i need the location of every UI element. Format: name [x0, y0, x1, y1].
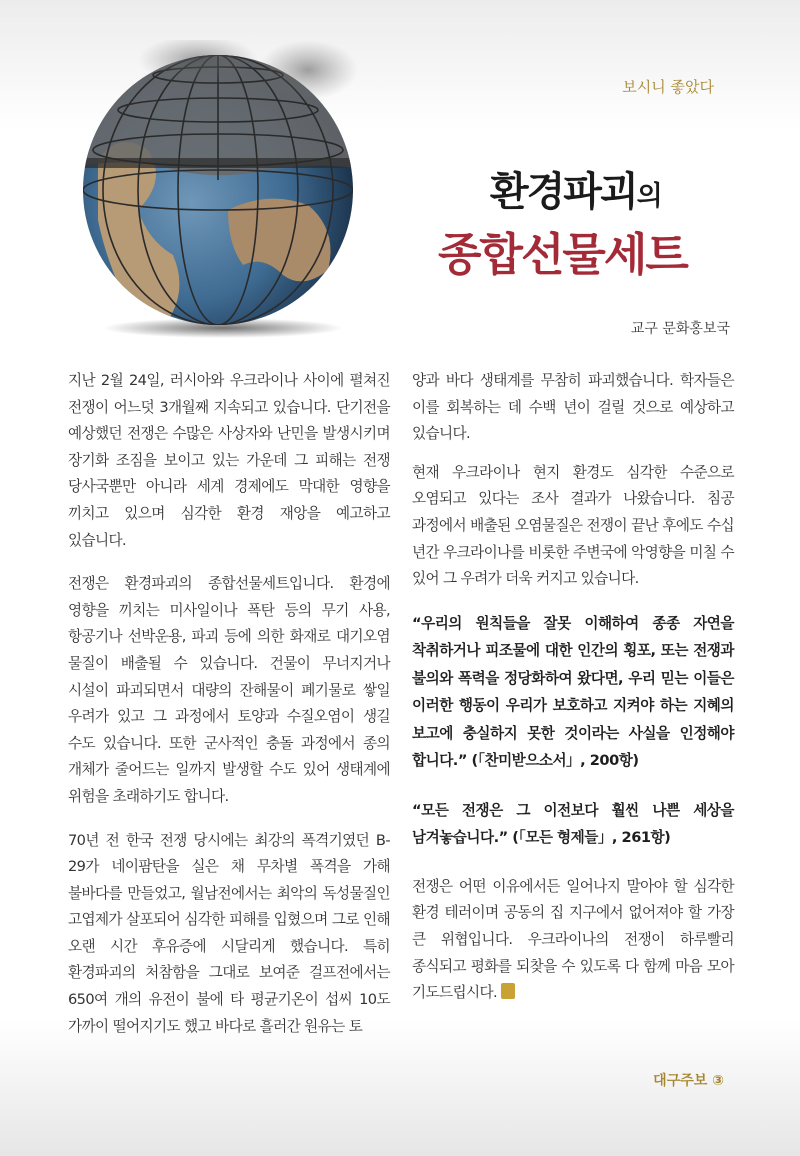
paragraph: 양과 바다 생태계를 무참히 파괴했습니다. 학자들은 이를 회복하는 데 수백 년이 걸릴 것으로 예상하고 있습니다. — [412, 372, 734, 443]
title-suffix: 의 — [636, 181, 661, 212]
closing-paragraph — [412, 874, 734, 1007]
page-title — [490, 160, 661, 217]
paragraph: 지난 2월 24일, 러시아와 우크라이나 사이에 펼쳐진 전쟁이 어느덧 3개월째 지속되고 있습니다. 단기전을 예상했던 전쟁은 수많은 사상자와 난민을 발생시키며 장기화 조짐을 보이고 있는 가운데 그 피해는 전쟁 당사국뿐만 아니라 세계 경제에도 막대한 영향을 끼치고 있으며 심각한 환경 재앙을 예고하고 있습니다. — [68, 372, 390, 549]
paragraph: 전쟁은 환경파괴의 종합선물세트입니다. 환경에 영향을 끼치는 미사일이나 폭탄 등의 무기 사용, 항공기나 선박운용, 파괴 등에 의한 화재로 대기오염 물질이 배출될 수 있습니다. 건물이 무너지거나 시설이 파괴되면서 대량의 잔해물이 폐기물로 쌓일 우려가 있고 그 과정에서 토양과 수질오염이 생길 수도 있습니다. 또한 군사적인 충돌 과정에서 종의 개체가 줄어드는 일까지 발생할 수도 있어 생태계에 위험을 초래하기도 합니다. — [68, 575, 390, 805]
closing-text: 전쟁은 어떤 이유에서든 일어나지 말아야 할 심각한 환경 테러이며 공동의 집 지구에서 없어져야 할 가장 큰 위협입니다. 우크라이나의 전쟁이 하루빨리 종식되고 평화를 되찾을 수 있도록 다 함께 마음 모아 기도드립시다. — [412, 877, 734, 1002]
quote-fratelli-tutti: “모든 전쟁은 그 이전보다 훨씬 나쁜 세상을 남겨놓습니다.” (「모든 형제들」, 261항) — [412, 801, 734, 847]
left-column — [68, 368, 390, 1057]
section-label: 보시니 좋았다 — [622, 78, 714, 96]
right-column — [412, 368, 734, 1024]
quote-laudato-si: “우리의 원칙들을 잘못 이해하여 종종 자연을 착취하거나 피조물에 대한 인간의 횡포, 또는 전쟁과 불의와 폭력을 정당화하여 왔다면, 우리 믿는 이들은 이러한 행동이 우리가 보호하고 지켜야 하는 지혜의 보고에 충실하지 못한 것이라는 사실을 인정해야 합니다.” (「찬미받으소서」, 200항) — [412, 614, 734, 770]
page-subtitle: 종합선물세트 — [438, 228, 687, 281]
page-number: 대구주보 ③ — [653, 1073, 724, 1089]
paragraph: 70년 전 한국 전쟁 당시에는 최강의 폭격기였던 B-29가 네이팜탄을 실은 채 무차별 폭격을 가해 불바다를 만들었고, 월남전에서는 최악의 독성물질인 고엽제가 살포되어 심각한 피해를 입혔으며 그로 인해 오랜 시간 후유증에 시달리게 했습니다. 특히 환경파괴의 처참함을 그대로 보여준 걸프전에서는 650여 개의 유전이 불에 타 평균기온이 섭씨 10도 가까이 떨어지기도 했고 바다로 흘러간 원유는 토 — [68, 831, 390, 1035]
title-main: 환경파괴 — [490, 169, 637, 215]
globe-illustration — [78, 40, 368, 340]
paragraph: 현재 우크라이나 현지 환경도 심각한 수준으로 오염되고 있다는 조사 결과가 나왔습니다. 침공 과정에서 배출된 오염물질은 전쟁이 끝난 후에도 수십 년간 우크라이나를 비롯한 주변국에 악영향을 미칠 수 있어 그 우려가 더욱 커지고 있습니다. — [412, 463, 734, 588]
author: 교구 문화홍보국 — [630, 321, 730, 337]
end-mark-icon — [501, 983, 515, 999]
